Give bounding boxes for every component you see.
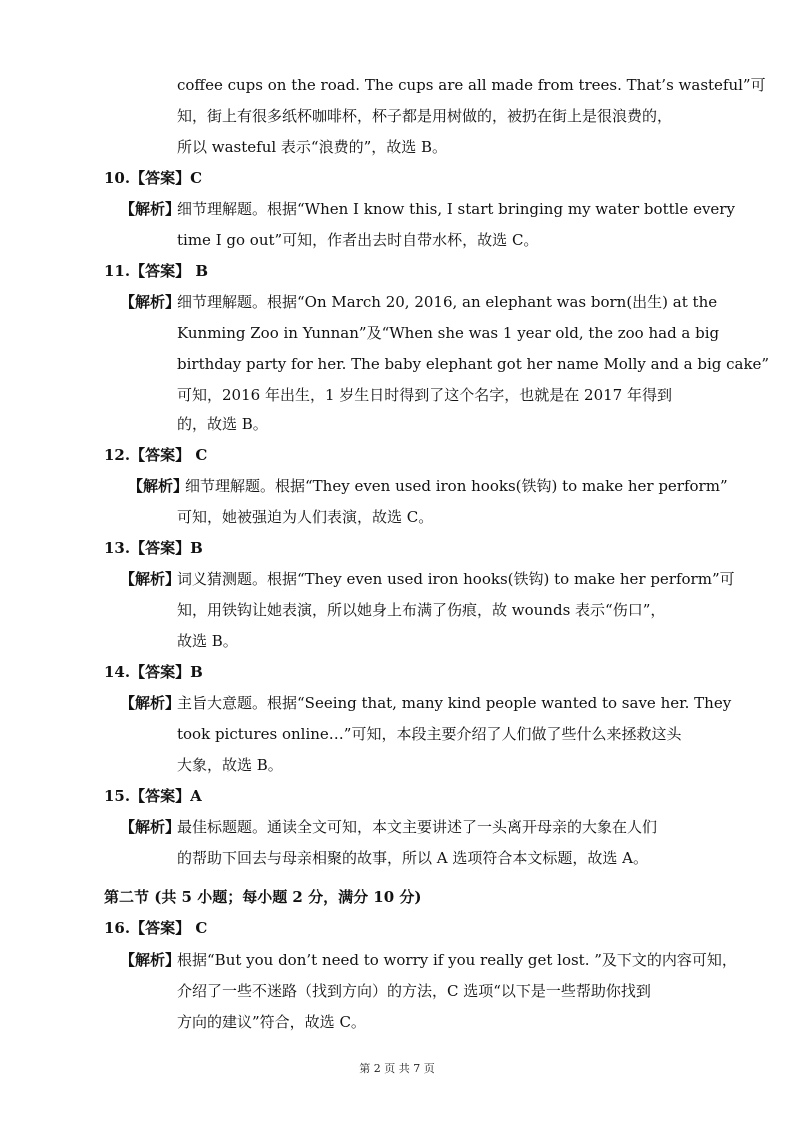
q14-analysis-line-1: 主旨大意题。根据“Seeing that, many kind people wanted to save her. They — [177, 694, 732, 712]
q12-answer: 12.【答案】 C — [104, 446, 208, 464]
q11-analysis-line-3: birthday party for her. The baby elephant got her name Molly and a big cake” — [177, 355, 770, 373]
q16-analysis-line-1: 根据“But you don’t need to worry if you really get lost. ”及下文的内容可知， — [177, 951, 737, 969]
q16-analysis-line-3: 方向的建议”符合，故选 C。 — [177, 1013, 366, 1031]
q15-analysis-line-1: 最佳标题题。通读全文可知，本文主要讲述了一头离开母亲的大象在人们 — [177, 818, 658, 836]
q9-continuation-line-2: 知，街上有很多纸杯咖啡杯，杯子都是用树做的，被扔在街上是很浪费的， — [177, 107, 673, 125]
q15-answer: 15.【答案】A — [104, 787, 202, 805]
q11-analysis-line-5: 的，故选 B。 — [177, 415, 268, 433]
q16-analysis-line-2: 介绍了一些不迷路（找到方向）的方法，C 选项“以下是一些帮助你找到 — [177, 982, 651, 1000]
section-2-heading: 第二节 (共 5 小题；每小题 2 分，满分 10 分) — [104, 888, 422, 906]
q15-analysis-label: 【解析】 — [120, 818, 181, 836]
q16-analysis-label: 【解析】 — [120, 951, 181, 969]
q11-analysis-label: 【解析】 — [120, 293, 181, 311]
q13-analysis-line-3: 故选 B。 — [177, 632, 238, 650]
q12-analysis-label: 【解析】 — [128, 477, 189, 495]
q10-analysis-label: 【解析】 — [120, 200, 181, 218]
q13-answer: 13.【答案】B — [104, 539, 203, 557]
q14-analysis-label: 【解析】 — [120, 694, 181, 712]
q14-answer: 14.【答案】B — [104, 663, 203, 681]
q16-answer: 16.【答案】 C — [104, 919, 208, 937]
q9-continuation-line-3: 所以 wasteful 表示“浪费的”，故选 B。 — [177, 138, 448, 156]
q11-analysis-line-1: 细节理解题。根据“On March 20, 2016, an elephant was born(出生) at the — [177, 293, 718, 311]
q11-analysis-line-2: Kunming Zoo in Yunnan”及“When she was 1 year old, the zoo had a big — [177, 324, 720, 342]
q12-analysis-line-1: 细节理解题。根据“They even used iron hooks(铁钩) to make her perform” — [185, 477, 728, 495]
q13-analysis-label: 【解析】 — [120, 570, 181, 588]
q11-analysis-line-4: 可知，2016 年出生，1 岁生日时得到了这个名字，也就是在 2017 年得到 — [177, 386, 672, 404]
q13-analysis-line-1: 词义猜测题。根据“They even used iron hooks(铁钩) to make her perform”可 — [177, 570, 735, 588]
q10-answer: 10.【答案】C — [104, 169, 203, 187]
q9-continuation-line-1: coffee cups on the road. The cups are all made from trees. That’s wasteful”可 — [177, 76, 766, 94]
q14-analysis-line-3: 大象，故选 B。 — [177, 756, 283, 774]
q14-analysis-line-2: took pictures online…”可知，本段主要介绍了人们做了些什么来拯救这头 — [177, 725, 682, 743]
q10-analysis-line-2: time I go out”可知，作者出去时自带水杯，故选 C。 — [177, 231, 539, 249]
q10-analysis-line-1: 细节理解题。根据“When I know this, I start bringing my water bottle every — [177, 200, 735, 218]
q13-analysis-line-2: 知，用铁钩让她表演，所以她身上布满了伤痕，故 wounds 表示“伤口”， — [177, 601, 666, 619]
page-footer: 第 2 页 共 7 页 — [359, 1062, 435, 1075]
q11-answer: 11.【答案】 B — [104, 262, 208, 280]
q15-analysis-line-2: 的帮助下回去与母亲相聚的故事，所以 A 选项符合本文标题，故选 A。 — [177, 849, 648, 867]
q12-analysis-line-2: 可知，她被强迫为人们表演，故选 C。 — [177, 508, 434, 526]
